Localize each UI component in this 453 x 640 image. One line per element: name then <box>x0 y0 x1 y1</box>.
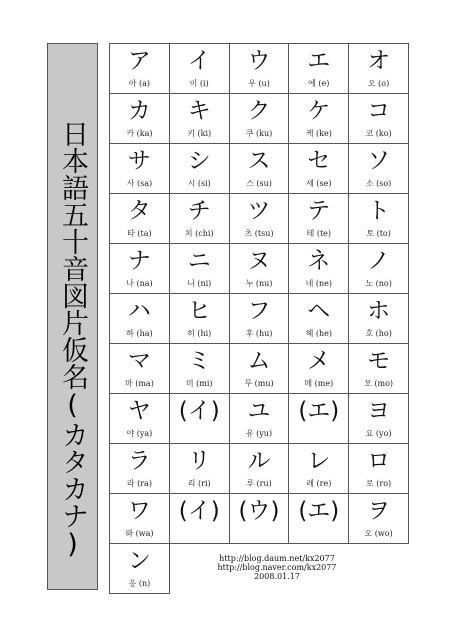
kana-cell <box>230 94 290 144</box>
side-title-panel <box>47 43 98 590</box>
kana-reading: 스 (su) <box>246 179 272 188</box>
kana-glyph: メ <box>307 348 331 374</box>
kana-cell <box>289 344 349 394</box>
kana-cell <box>110 94 170 144</box>
kana-cell <box>230 244 290 294</box>
kana-glyph: (イ) <box>178 498 220 524</box>
kana-glyph: ネ <box>307 248 331 274</box>
kana-cell <box>230 294 290 344</box>
kana-glyph: ソ <box>367 148 391 174</box>
kana-cell <box>170 494 230 544</box>
kana-cell <box>349 44 409 94</box>
kana-reading: 아 (a) <box>128 79 151 88</box>
kana-cell <box>230 444 290 494</box>
kana-reading: 코 (ko) <box>365 129 392 138</box>
kana-cell <box>110 394 170 444</box>
kana-reading: 테 (te) <box>306 229 332 238</box>
kana-cell <box>170 294 230 344</box>
kana-reading: 네 (ne) <box>305 279 332 288</box>
page-title: 日本語五十音図片仮名(カタカナ) <box>57 120 88 560</box>
kana-cell <box>289 194 349 244</box>
kana-cell <box>230 344 290 394</box>
footer-date: 2008.01.17 <box>254 572 300 581</box>
kana-glyph: オ <box>367 48 391 74</box>
kana-cell <box>170 144 230 194</box>
kana-glyph: エ <box>307 48 331 74</box>
kana-glyph: ル <box>247 448 271 474</box>
kana-row <box>110 344 409 394</box>
kana-glyph: ト <box>367 198 391 224</box>
kana-row <box>110 494 409 544</box>
kana-reading: 요 (yo) <box>365 429 392 438</box>
kana-row <box>110 394 409 444</box>
kana-reading: 레 (re) <box>306 479 332 488</box>
kana-cell <box>289 44 349 94</box>
kana-reading: 모 (mo) <box>364 379 394 388</box>
kana-cell <box>349 194 409 244</box>
footer-link-naver[interactable]: http://blog.naver.com/kx2077 <box>217 563 337 572</box>
kana-glyph: ケ <box>307 98 331 124</box>
kana-glyph: レ <box>307 448 331 474</box>
kana-glyph: コ <box>367 98 391 124</box>
footer-note <box>212 554 342 581</box>
kana-reading: 케 (ke) <box>305 129 332 138</box>
kana-glyph: (エ) <box>298 398 340 424</box>
kana-reading: 호 (ho) <box>365 329 392 338</box>
kana-cell <box>110 344 170 394</box>
kana-reading: 마 (ma) <box>124 379 154 388</box>
kana-cell <box>110 144 170 194</box>
kana-glyph: ム <box>247 348 271 374</box>
kana-cell <box>289 94 349 144</box>
kana-glyph: ツ <box>247 198 271 224</box>
kana-row <box>110 44 409 94</box>
kana-reading: 무 (mu) <box>244 379 274 388</box>
kana-glyph: ミ <box>187 348 211 374</box>
kana-glyph: セ <box>307 148 331 174</box>
kana-reading: 니 (ni) <box>187 279 212 288</box>
kana-glyph: ナ <box>127 248 151 274</box>
kana-glyph: カ <box>127 98 151 124</box>
kana-reading: 세 (se) <box>306 179 332 188</box>
kana-reading: 오 (wo) <box>364 529 393 538</box>
kana-glyph: サ <box>127 148 151 174</box>
kana-glyph: ニ <box>187 248 211 274</box>
kana-glyph: フ <box>247 298 271 324</box>
kana-cell <box>110 244 170 294</box>
kana-cell <box>349 244 409 294</box>
kana-reading: 히 (hi) <box>187 329 212 338</box>
kana-glyph: ン <box>127 548 151 574</box>
kana-reading: 로 (ro) <box>366 479 392 488</box>
kana-cell <box>110 294 170 344</box>
kana-cell <box>349 394 409 444</box>
kana-glyph: ワ <box>127 498 151 524</box>
kana-reading: 치 (chi) <box>184 229 214 238</box>
kana-reading: 카 (ka) <box>126 129 153 138</box>
kana-reading: 누 (nu) <box>245 279 273 288</box>
kana-cell <box>170 44 230 94</box>
katakana-grid <box>109 43 409 594</box>
kana-cell <box>349 444 409 494</box>
kana-glyph: リ <box>187 448 211 474</box>
footer-link-daum[interactable]: http://blog.daum.net/kx2077 <box>219 554 335 563</box>
kana-reading: 이 (i) <box>189 79 209 88</box>
kana-row <box>110 294 409 344</box>
kana-glyph: ラ <box>127 448 151 474</box>
kana-cell <box>230 144 290 194</box>
kana-row <box>110 194 409 244</box>
kana-glyph: (ウ) <box>238 498 280 524</box>
kana-cell <box>289 244 349 294</box>
kana-cell <box>110 194 170 244</box>
kana-cell <box>289 294 349 344</box>
kana-row <box>110 144 409 194</box>
kana-glyph: ク <box>247 98 271 124</box>
kana-glyph: (エ) <box>298 498 340 524</box>
kana-glyph: タ <box>127 198 151 224</box>
kana-cell <box>349 144 409 194</box>
kana-cell <box>230 194 290 244</box>
kana-glyph: ヲ <box>367 498 391 524</box>
kana-reading: 츠 (tsu) <box>244 229 274 238</box>
kana-glyph: ヒ <box>187 298 211 324</box>
kana-glyph: ハ <box>127 298 151 324</box>
kana-glyph: ロ <box>367 448 391 474</box>
kana-row <box>110 244 409 294</box>
kana-cell <box>170 394 230 444</box>
kana-glyph: ユ <box>247 398 271 424</box>
kana-reading: 사 (sa) <box>126 179 153 188</box>
kana-reading: 노 (no) <box>365 279 392 288</box>
kana-cell <box>110 444 170 494</box>
kana-glyph: マ <box>127 348 151 374</box>
kana-reading: 시 (si) <box>187 179 211 188</box>
kana-reading: 쿠 (ku) <box>245 129 273 138</box>
kana-row <box>110 94 409 144</box>
kana-glyph: ア <box>127 48 151 74</box>
kana-glyph: キ <box>187 98 211 124</box>
kana-glyph: (イ) <box>178 398 220 424</box>
kana-reading: 메 (me) <box>304 379 334 388</box>
kana-glyph: テ <box>307 198 331 224</box>
kana-reading: 미 (mi) <box>185 379 213 388</box>
kana-cell <box>170 194 230 244</box>
kana-glyph: ス <box>247 148 271 174</box>
kana-glyph: ヌ <box>247 248 271 274</box>
kana-cell <box>230 394 290 444</box>
kana-reading: 리 (ri) <box>187 479 211 488</box>
kana-reading: 우 (u) <box>248 79 270 88</box>
kana-cell <box>230 44 290 94</box>
kana-glyph: ヨ <box>367 398 391 424</box>
kana-glyph: ノ <box>367 248 391 274</box>
kana-cell <box>289 394 349 444</box>
kana-reading: 라 (ra) <box>126 479 152 488</box>
kana-glyph: ヤ <box>127 398 151 424</box>
kana-reading: 나 (na) <box>126 279 153 288</box>
kana-glyph: チ <box>187 198 211 224</box>
kana-glyph: ヘ <box>307 298 331 324</box>
kana-cell <box>349 94 409 144</box>
kana-cell <box>170 444 230 494</box>
kana-reading: 토 (to) <box>366 229 391 238</box>
kana-cell <box>289 144 349 194</box>
kana-cell <box>170 244 230 294</box>
kana-reading: 소 (so) <box>365 179 392 188</box>
kana-cell <box>170 344 230 394</box>
kana-reading: 에 (e) <box>308 79 330 88</box>
kana-reading: 루 (ru) <box>246 479 272 488</box>
kana-glyph: シ <box>187 148 211 174</box>
kana-reading: 응 (n) <box>128 579 151 588</box>
kana-reading: 후 (hu) <box>245 329 273 338</box>
kana-glyph: ウ <box>247 48 271 74</box>
kana-cell <box>110 544 170 594</box>
kana-cell <box>230 494 290 544</box>
kana-cell <box>349 344 409 394</box>
kana-reading: 타 (ta) <box>127 229 152 238</box>
kana-cell <box>110 44 170 94</box>
kana-row <box>110 444 409 494</box>
kana-cell <box>170 94 230 144</box>
kana-reading: 키 (ki) <box>187 129 212 138</box>
kana-reading: 하 (ha) <box>126 329 153 338</box>
kana-reading: 유 (yu) <box>245 429 273 438</box>
kana-reading: 헤 (he) <box>305 329 332 338</box>
kana-cell <box>110 494 170 544</box>
kana-glyph: ホ <box>367 298 391 324</box>
kana-reading: 오 (o) <box>367 79 390 88</box>
kana-cell <box>349 494 409 544</box>
kana-glyph: イ <box>187 48 211 74</box>
kana-reading: 와 (wa) <box>125 529 154 538</box>
kana-cell <box>349 294 409 344</box>
kana-reading: 야 (ya) <box>126 429 153 438</box>
kana-glyph: モ <box>367 348 391 374</box>
kana-cell <box>289 494 349 544</box>
kana-cell <box>289 444 349 494</box>
